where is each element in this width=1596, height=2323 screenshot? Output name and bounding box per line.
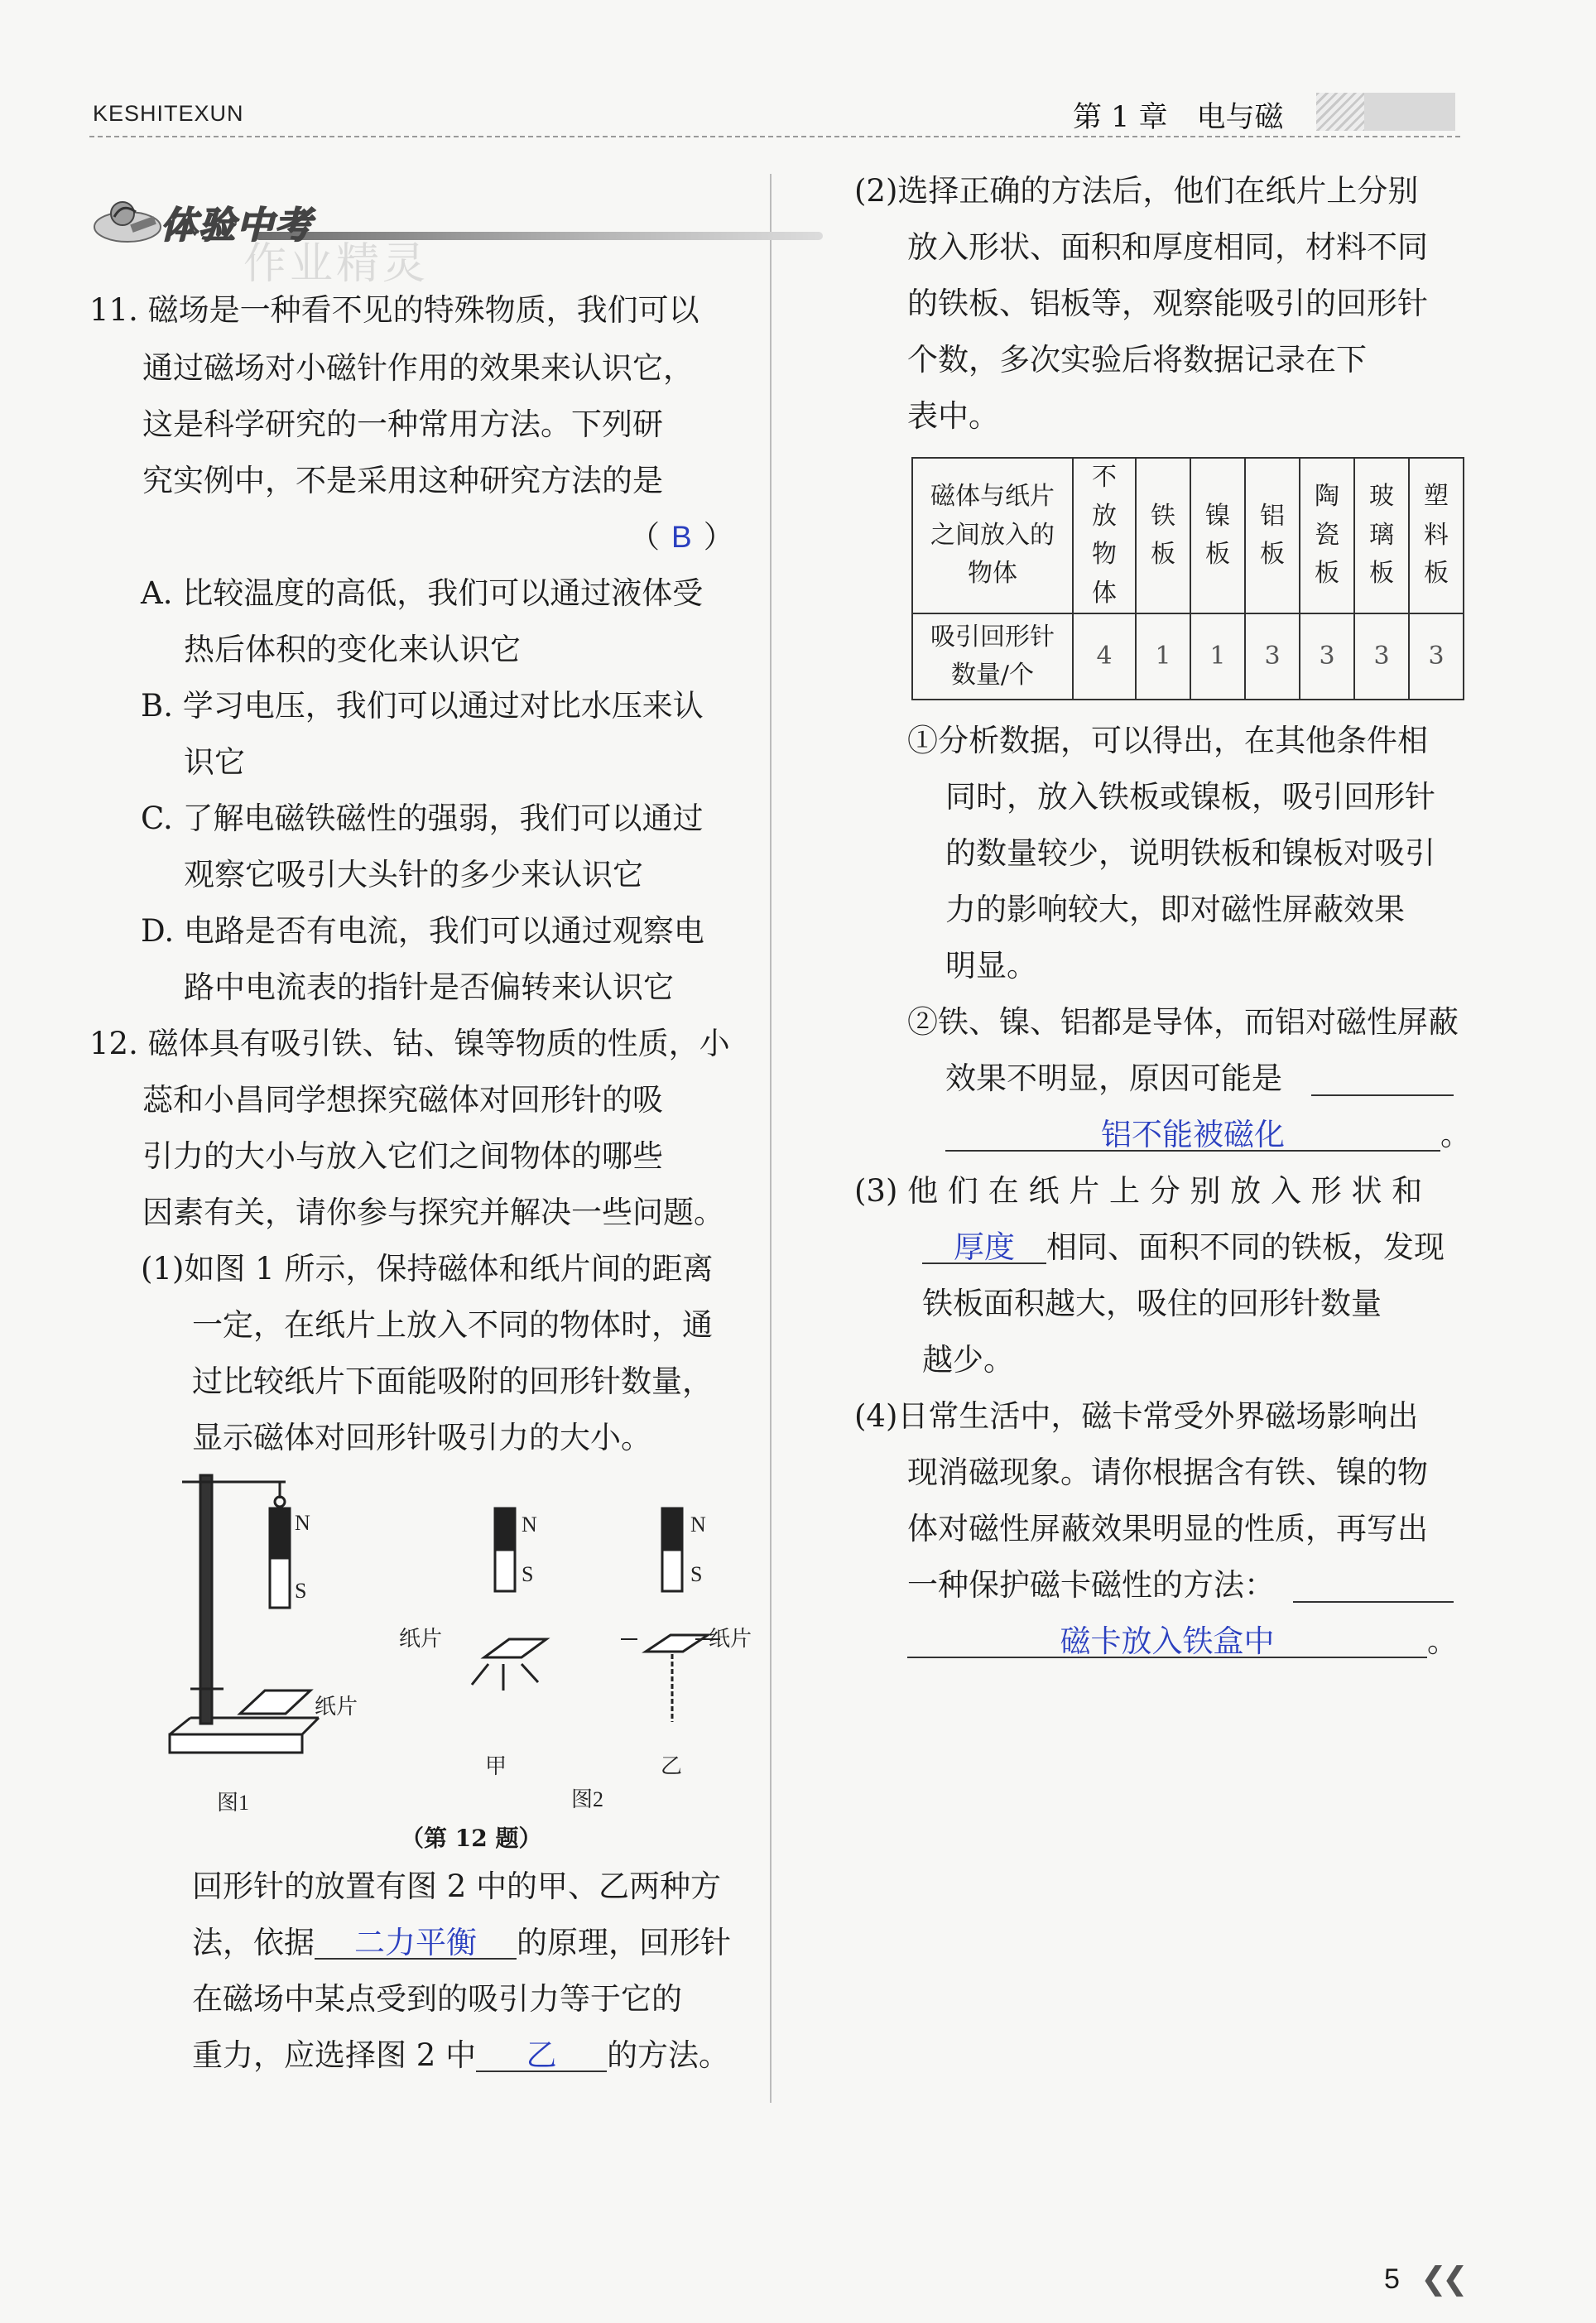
label-paper2: 纸片 [399,1627,443,1651]
bracket-open: （ [629,519,660,555]
chapter-title: 第 1 章 电与磁 [1073,101,1284,134]
option-d: D. 电路是否有电流，我们可以通过观察电 [141,913,704,949]
table-header-cell: 塑料板 [1409,458,1464,613]
q11-line: 这是科学研究的一种常用方法。下列研 [142,406,663,442]
page-number: 5 [1384,2263,1400,2295]
text: 。 [1427,1623,1458,1659]
text: 的原理，回形针 [517,1925,731,1960]
table-cell: 4 [1073,613,1136,700]
q12-after: 回形针的放置有图 2 中的甲、乙两种方 [192,1868,722,1904]
q12-p3: 铁板面积越大，吸住的回形针数量 [922,1286,1382,1321]
header-rule [89,136,1460,137]
q12-p4-fill [907,1623,1458,1659]
q12-after-fill [192,2037,730,2073]
table-header-cell: 磁体与纸片之间放入的物体 [912,458,1073,613]
stand-base-edge [302,1718,319,1734]
q11-line: 11. 磁场是一种看不见的特殊物质，我们可以 [89,292,699,328]
label-fig1: 图1 [217,1791,250,1813]
label-paper1: 纸片 [315,1695,358,1719]
q11-answer-bracket [629,519,734,555]
magnet-jia-s [495,1550,515,1591]
q12-after-fill [192,1927,731,1960]
table-header-cell: 镍板 [1190,458,1245,613]
label-s1: S [295,1579,307,1603]
q12-p2-1: 同时，放入铁板或镍板，吸引回形针 [945,779,1435,815]
q12-p1: 过比较纸片下面能吸附的回形针数量， [192,1364,713,1399]
table-header-cell: 陶瓷板 [1300,458,1354,613]
answer-line [1293,1601,1454,1603]
q11-answer: B [671,520,692,554]
q12-p2-2-fill [945,1119,1471,1152]
answer-blank-3[interactable]: 铝不能被磁化 [945,1119,1440,1152]
q12-line: 引力的大小与放入它们之间物体的哪些 [142,1138,663,1174]
option-b: B. 学习电压，我们可以通过对比水压来认 [141,688,704,724]
text: 的方法。 [607,2037,730,2073]
label-yi: 乙 [661,1754,683,1778]
q12-p2: (2)选择正确的方法后，他们在纸片上分别 [854,173,1419,209]
paper-jia [484,1639,546,1657]
label-n2: N [522,1513,537,1537]
label-fig2: 图2 [571,1787,604,1811]
q12-p1: 显示磁体对回形针吸引力的大小。 [192,1420,651,1455]
magnet-n [270,1508,290,1558]
label-s2: S [522,1562,534,1586]
q12-p3: (3) 他 们 在 纸 片 上 分 别 放 入 形 状 和 [854,1173,1423,1209]
paper-yi [646,1635,708,1652]
label-s3: S [690,1562,703,1586]
table-row-label: 吸引回形针数量/个 [912,613,1073,700]
stand-pole [200,1475,212,1724]
q12-after: 在磁场中某点受到的吸引力等于它的 [192,1981,682,2017]
section-banner [89,195,735,289]
q12-p4: 一种保护磁卡磁性的方法： [907,1567,1275,1603]
label-paper3: 纸片 [709,1627,752,1651]
q12-p2: 个数，多次实验后将数据记录在下 [907,342,1367,378]
magnet-jia-n [495,1508,515,1550]
double-chevron-left-icon: ❮❮ [1421,2260,1464,2297]
answer-blank-1[interactable]: 二力平衡 [315,1927,517,1960]
text: 相同、面积不同的铁板，发现 [1046,1229,1445,1265]
option-d-cont: 路中电流表的指针是否偏转来认识它 [184,969,674,1005]
q12-p4: (4)日常生活中，磁卡常受外界磁场影响出 [854,1398,1419,1434]
label-n3: N [690,1513,706,1537]
q12-p2-1: 力的影响较大，即对磁性屏蔽效果 [945,892,1405,927]
table-header-cell: 不放物体 [1073,458,1136,613]
table-row [912,458,1464,613]
magnet-yi-s [662,1550,682,1591]
figure-q12 [157,1465,762,1813]
label-n1: N [295,1511,310,1535]
figure-caption: （第 12 题） [401,1825,542,1852]
option-a-cont: 热后体积的变化来认识它 [184,632,521,667]
clip-jia [472,1664,488,1685]
option-b-cont: 识它 [184,744,245,780]
q12-p2-2: ②铁、镍、铝都是导体，而铝对磁性屏蔽 [907,1004,1459,1040]
table-cell: 1 [1190,613,1245,700]
q11-line: 通过磁场对小磁针作用的效果来认识它， [142,350,694,386]
table-row [912,613,1464,700]
q12-p2-1: 明显。 [945,948,1037,984]
table-header-cell: 玻璃板 [1354,458,1409,613]
option-c-cont: 观察它吸引大头针的多少来认识它 [184,857,643,892]
table-header-cell: 铁板 [1136,458,1190,613]
q12-p3: 越少。 [922,1342,1014,1378]
q12-p2: 的铁板、铝板等，观察能吸引的回形针 [907,286,1428,321]
stand-base-edge [170,1718,190,1734]
text: 。 [1440,1117,1471,1152]
header-block [1364,93,1455,131]
clip-jia [522,1664,538,1682]
q11-line: 究实例中，不是采用这种研究方法的是 [142,463,663,498]
satellite-dish-icon [89,195,166,247]
q12-p2: 表中。 [907,398,999,434]
answer-blank-4[interactable]: 厚度 [922,1232,1046,1264]
label-jia: 甲 [485,1754,507,1778]
paper-1 [240,1691,310,1714]
text: 法，依据 [192,1925,315,1960]
option-c: C. 了解电磁铁磁性的强弱，我们可以通过 [141,801,704,836]
q12-p2: 放入形状、面积和厚度相同，材料不同 [907,229,1428,265]
header-left: KESHITEXUN [93,101,244,126]
column-divider [770,174,772,2103]
q12-p1: (1)如图 1 所示，保持磁体和纸片间的距离 [141,1251,714,1287]
q12-p2-1: ①分析数据，可以得出，在其他条件相 [907,723,1428,758]
answer-blank-2[interactable]: 乙 [476,2040,607,2072]
bracket-close: ） [703,519,734,555]
table-cell: 3 [1300,613,1354,700]
q12-line: 12. 磁体具有吸引铁、钴、镍等物质的性质，小 [89,1026,730,1061]
table-cell: 3 [1354,613,1409,700]
q12-line: 蕊和小昌同学想探究磁体对回形针的吸 [142,1082,663,1118]
table-cell: 1 [1136,613,1190,700]
data-table [911,457,1464,700]
text: 重力，应选择图 2 中 [192,2037,477,2073]
table-header-cell: 铝板 [1245,458,1300,613]
q12-p4: 体对磁性屏蔽效果明显的性质，再写出 [907,1511,1428,1546]
table-cell: 3 [1409,613,1464,700]
magnet-yi-n [662,1508,682,1550]
q12-p3-fill [922,1229,1445,1265]
q12-p2-2: 效果不明显，原因可能是 [945,1060,1282,1096]
q12-line: 因素有关，请你参与探究并解决一些问题。 [142,1195,724,1230]
answer-line [1311,1094,1454,1096]
watermark: 作业精灵 [243,239,430,289]
stand-base [170,1734,302,1753]
table-cell: 3 [1245,613,1300,700]
section-title: 体验中考 [161,204,313,247]
q12-p1: 一定，在纸片上放入不同的物体时，通 [192,1307,713,1343]
magnet-s [270,1558,290,1608]
option-a: A. 比较温度的高低，我们可以通过液体受 [141,575,704,611]
q12-p2-1: 的数量较少，说明铁板和镍板对吸引 [945,835,1435,871]
answer-blank-5[interactable]: 磁卡放入铁盒中 [907,1626,1427,1658]
q12-p4: 现消磁现象。请你根据含有铁、镍的物 [907,1455,1428,1490]
